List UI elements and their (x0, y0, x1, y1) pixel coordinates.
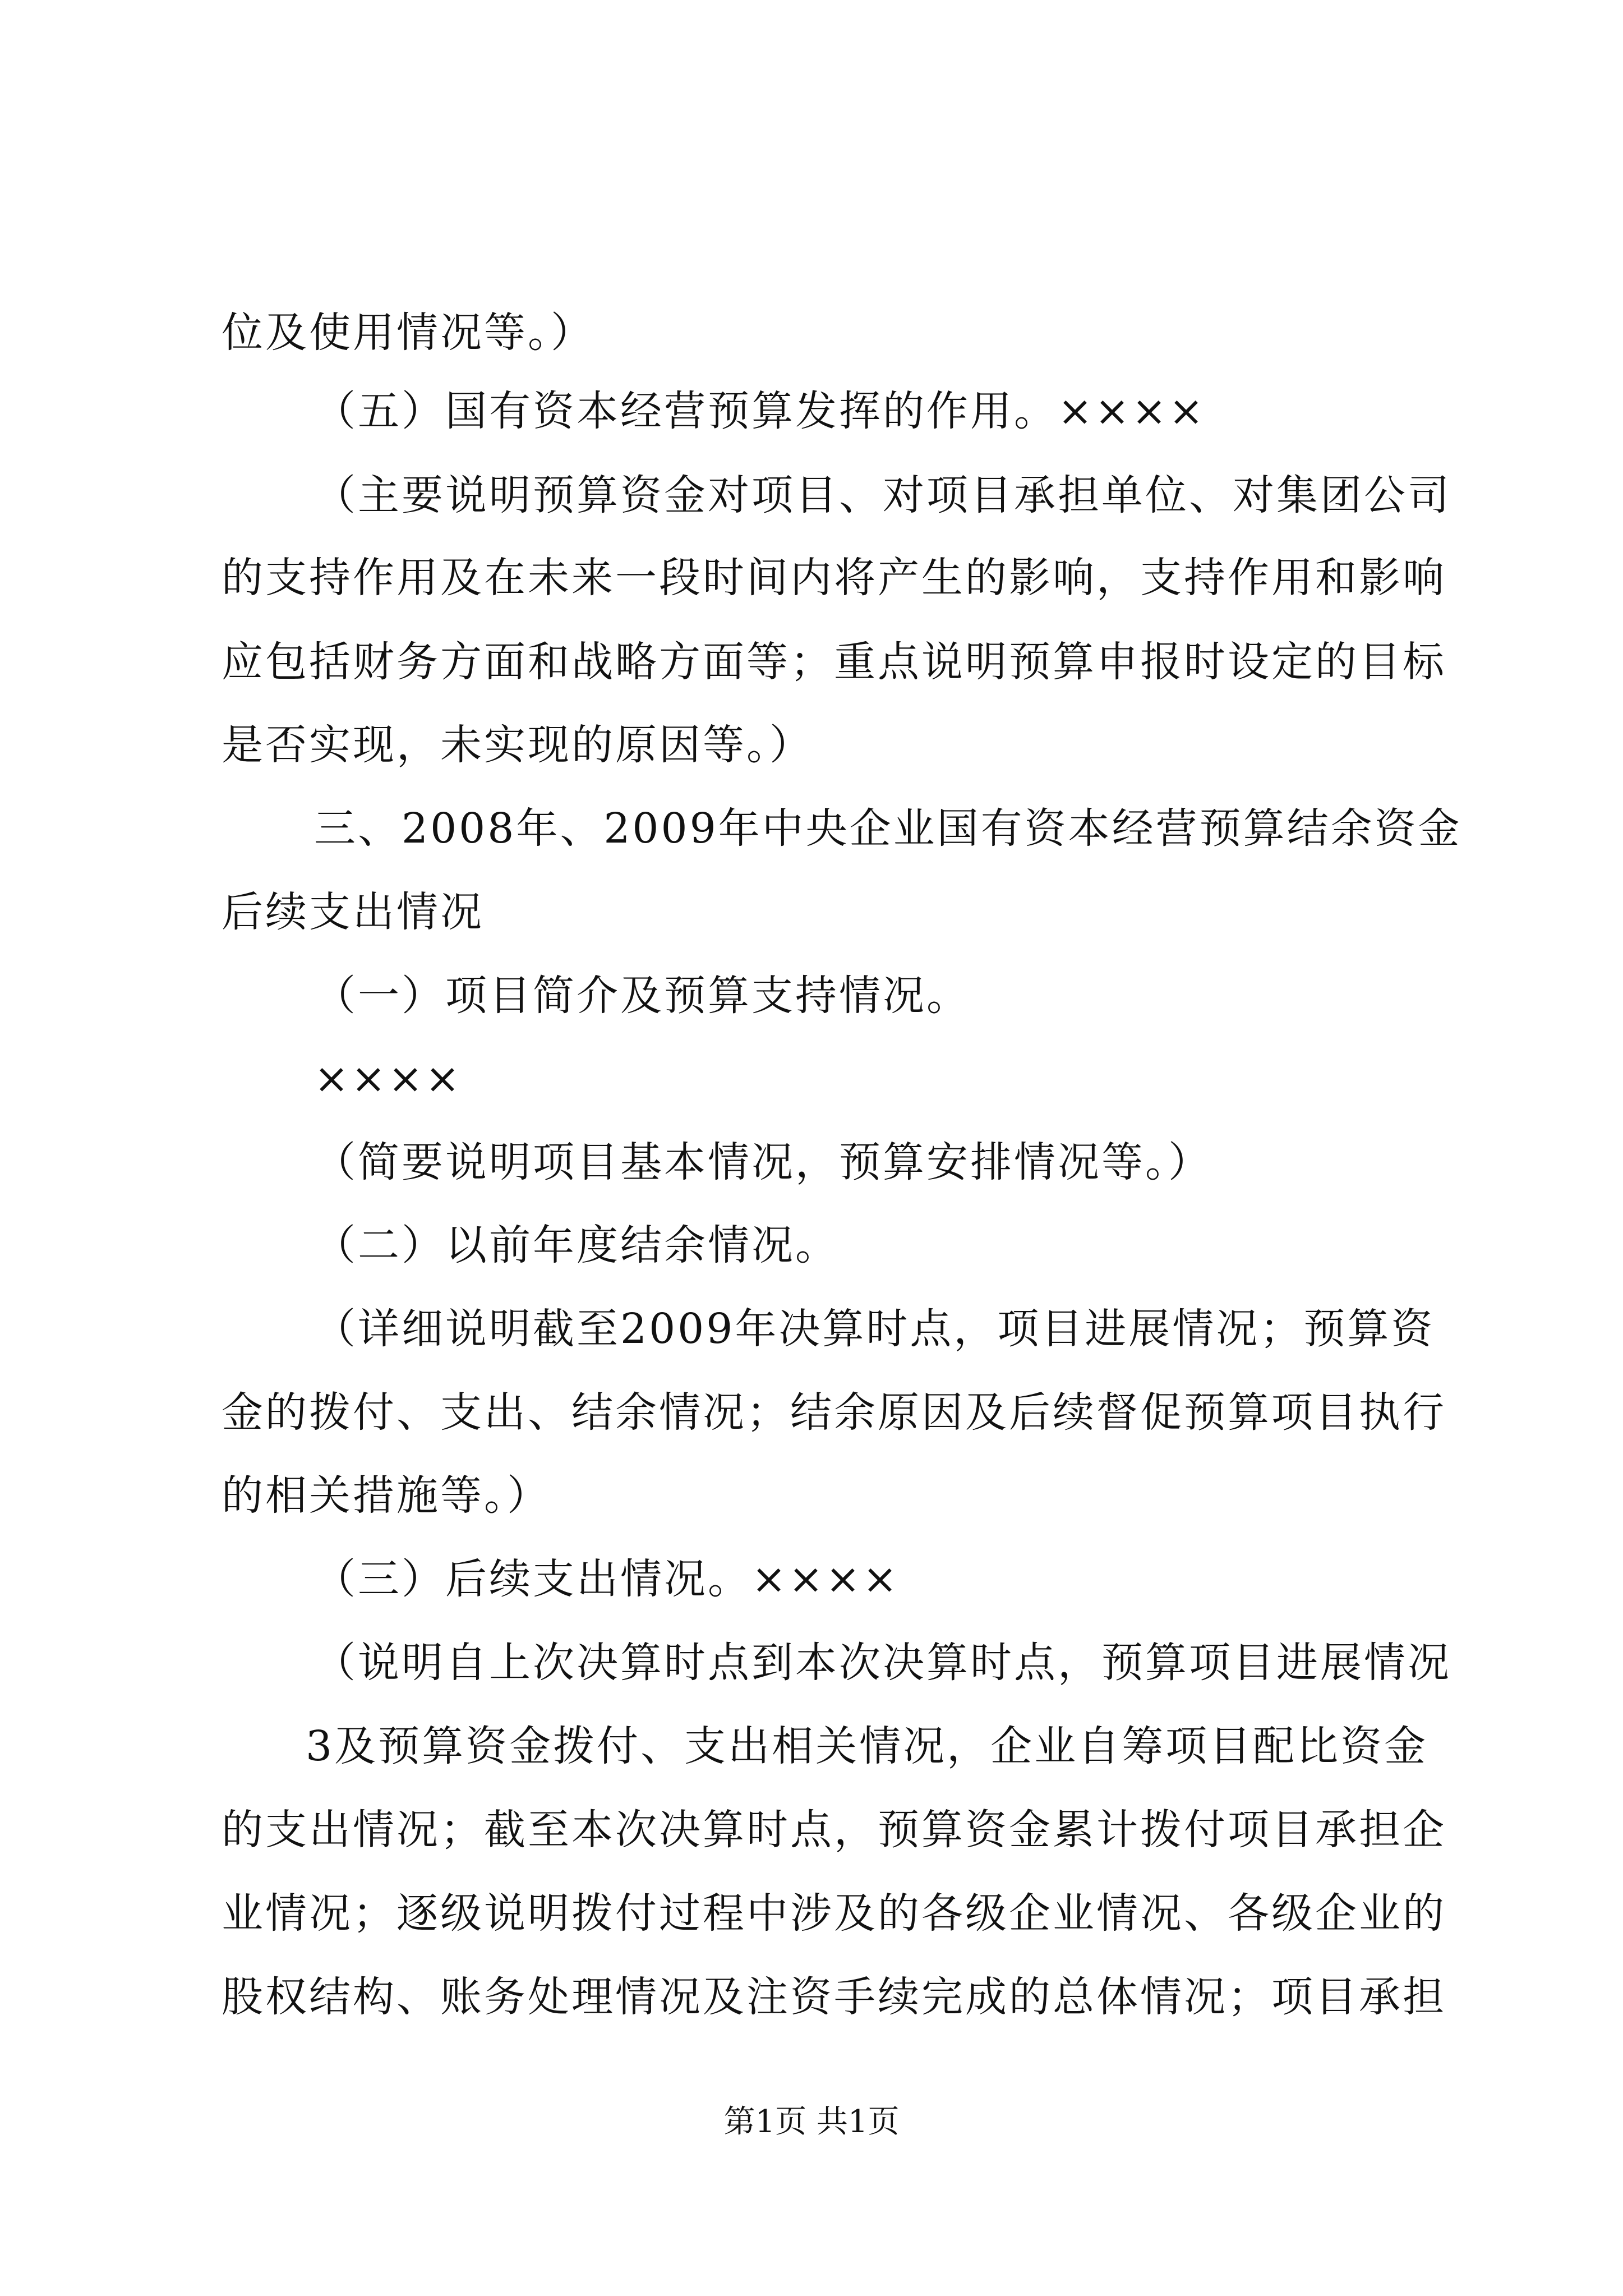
text-line: 的支持作用及在未来一段时间内将产生的影响，支持作用和影响 (222, 554, 1446, 602)
text-line: （二）以前年度结余情况。 (314, 1221, 839, 1269)
text-line: 金的拨付、支出、结余情况；结余原因及后续督促预算项目执行 (222, 1388, 1446, 1437)
text-line: 应包括财务方面和战略方面等；重点说明预算申报时设定的目标 (222, 638, 1446, 686)
text-line: （一）项目简介及预算支持情况。 (314, 972, 970, 1020)
text-line: （主要说明预算资金对项目、对项目承担单位、对集团公司 (314, 471, 1451, 519)
text-line: ×××× (314, 1055, 463, 1103)
text-line: 业情况；逐级说明拨付过程中涉及的各级企业情况、各级企业的 (222, 1889, 1446, 1938)
text-line: 的相关措施等。） (222, 1471, 551, 1520)
text-line: 股权结构、账务处理情况及注资手续完成的总体情况；项目承担 (222, 1973, 1446, 2021)
text-line: 后续支出情况 (222, 888, 484, 936)
text-line: 位及使用情况等。） (222, 309, 594, 357)
text-line: 3及预算资金拨付、支出相关情况，企业自筹项目配比资金 (306, 1722, 1428, 1770)
text-line: 的支出情况；截至本次决算时点，预算资金累计拨付项目承担企 (222, 1806, 1446, 1854)
text-line: 是否实现，未实现的原因等。） (222, 721, 813, 769)
text-line: 三、2008年、2009年中央企业国有资本经营预算结余资金 (314, 804, 1462, 853)
text-line: （五）国有资本经营预算发挥的作用。×××× (314, 387, 1206, 435)
text-line: （三）后续支出情况。×××× (314, 1555, 900, 1603)
text-line: （说明自上次决算时点到本次决算时点，预算项目进展情况 (314, 1639, 1451, 1687)
page-footer: 第1页 共1页 (723, 2104, 900, 2140)
text-line: （详细说明截至2009年决算时点，项目进展情况；预算资 (314, 1305, 1435, 1353)
text-line: （简要说明项目基本情况，预算安排情况等。） (314, 1138, 1212, 1186)
